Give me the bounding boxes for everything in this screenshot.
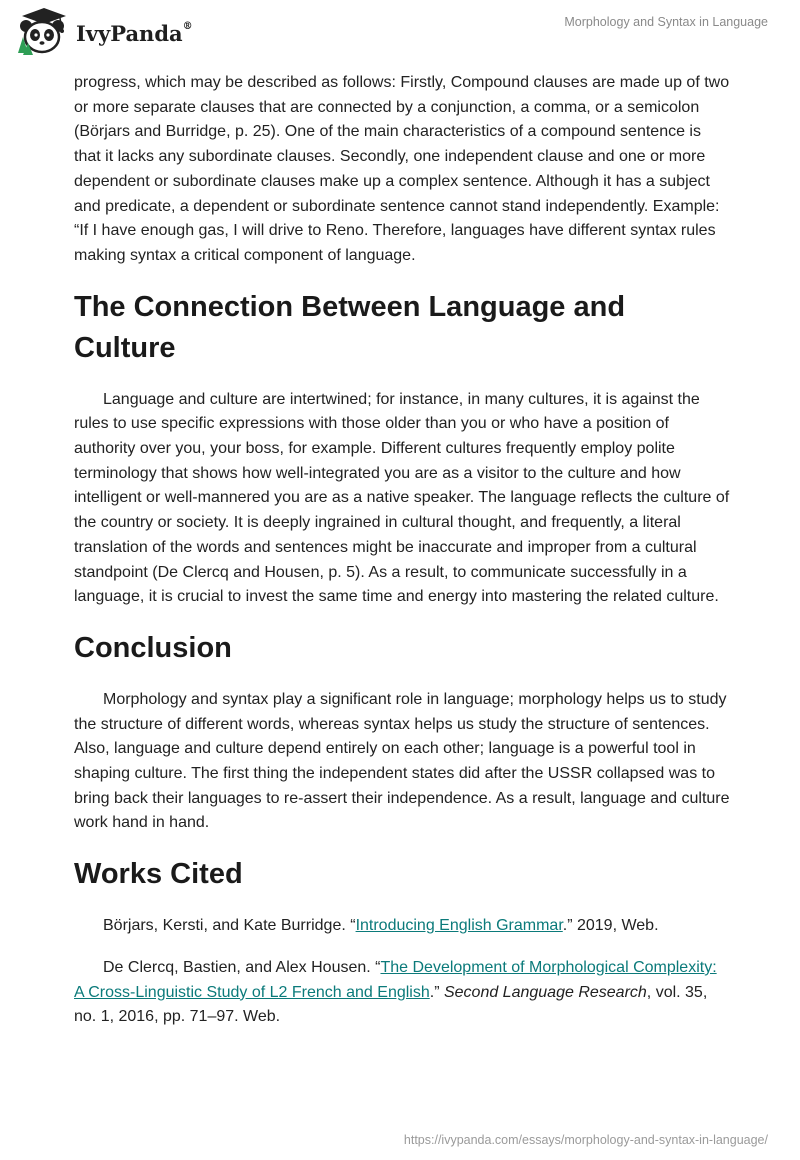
- journal-title: Second Language Research: [443, 983, 647, 1001]
- essay-body: [74, 71, 730, 1030]
- registered-mark: ®: [182, 20, 193, 32]
- culture-paragraph: Language and culture are intertwined; for instance, in many cultures, it is against the rules to use specific expressions with those older than you or who have a position of authority over you, your boss, for example. Different cultures frequently employ polite terminology that shows how well-integrated you are as a visitor to the culture and how intelligent or well-mannered you are as a native speaker. The language reflects the culture of the country or society. It is deeply ingrained in cultural thought, and frequently, a literal translation of the words and sentences might be inaccurate and improper from a cultural standpoint (De Clercq and Housen, p. 5). As a result, to communicate successfully in a language, it is crucial to invest the same time and energy into mastering the related culture.: [74, 390, 730, 606]
- intro-paragraph: progress, which may be described as follows: Firstly, Compound clauses are made up of two or more separate clauses that are connected by a conjunction, a comma, or a semicolon (Börjars and Burridge, p. 25). One of the main characteristics of a compound sentence is that it lacks any subordinate clauses. Secondly, one independent clause and one or more dependent or subordinate clauses make up a complex sentence. Although it has a subject and predicate, a dependent or subordinate sentence cannot stand independently. Example: “If I have enough gas, I will drive to Reno. Therefore, languages have different syntax rules making syntax a critical component of language.: [74, 74, 730, 264]
- conclusion-paragraph: Morphology and syntax play a significant role in language; morphology helps us to study the structure of different words, whereas syntax helps us study the structure of sentences. Also, language and culture depend entirely on each other; language is a powerful tool in shaping culture. The first thing the independent states did after the USSR collapsed was to bring back their languages to re-assert their independence. As a result, language and culture work hand in hand.: [74, 690, 730, 832]
- citation-link[interactable]: Introducing English Grammar: [355, 917, 563, 935]
- document-title: Morphology and Syntax in Language: [564, 15, 768, 29]
- heading-works-cited: Works Cited: [74, 858, 243, 891]
- page-header: [0, 0, 800, 70]
- ivypanda-logo[interactable]: [14, 7, 193, 57]
- citation-entry: Börjars, Kersti, and Kate Burridge. “Introducing English Grammar.” 2019, Web.: [103, 917, 659, 935]
- citation-entry: De Clercq, Bastien, and Alex Housen. “The Development of Morphological Complexity: A Cross-Linguistic Study of L2 French and English.” Second Language Research, vol. 35, no. 1, 2016, pp. 71–97. Web.: [74, 958, 717, 1026]
- brand-name: IvyPanda®: [76, 20, 193, 46]
- panda-icon: [14, 7, 72, 57]
- heading-language-culture: The Connection Between Language and Culture: [74, 290, 626, 364]
- heading-conclusion: Conclusion: [74, 631, 232, 664]
- citation-link[interactable]: The Development of Morphological Complexity: A Cross-Linguistic Study of L2 French and English: [74, 958, 717, 1001]
- source-url: https://ivypanda.com/essays/morphology-and-syntax-in-language/: [403, 1133, 768, 1147]
